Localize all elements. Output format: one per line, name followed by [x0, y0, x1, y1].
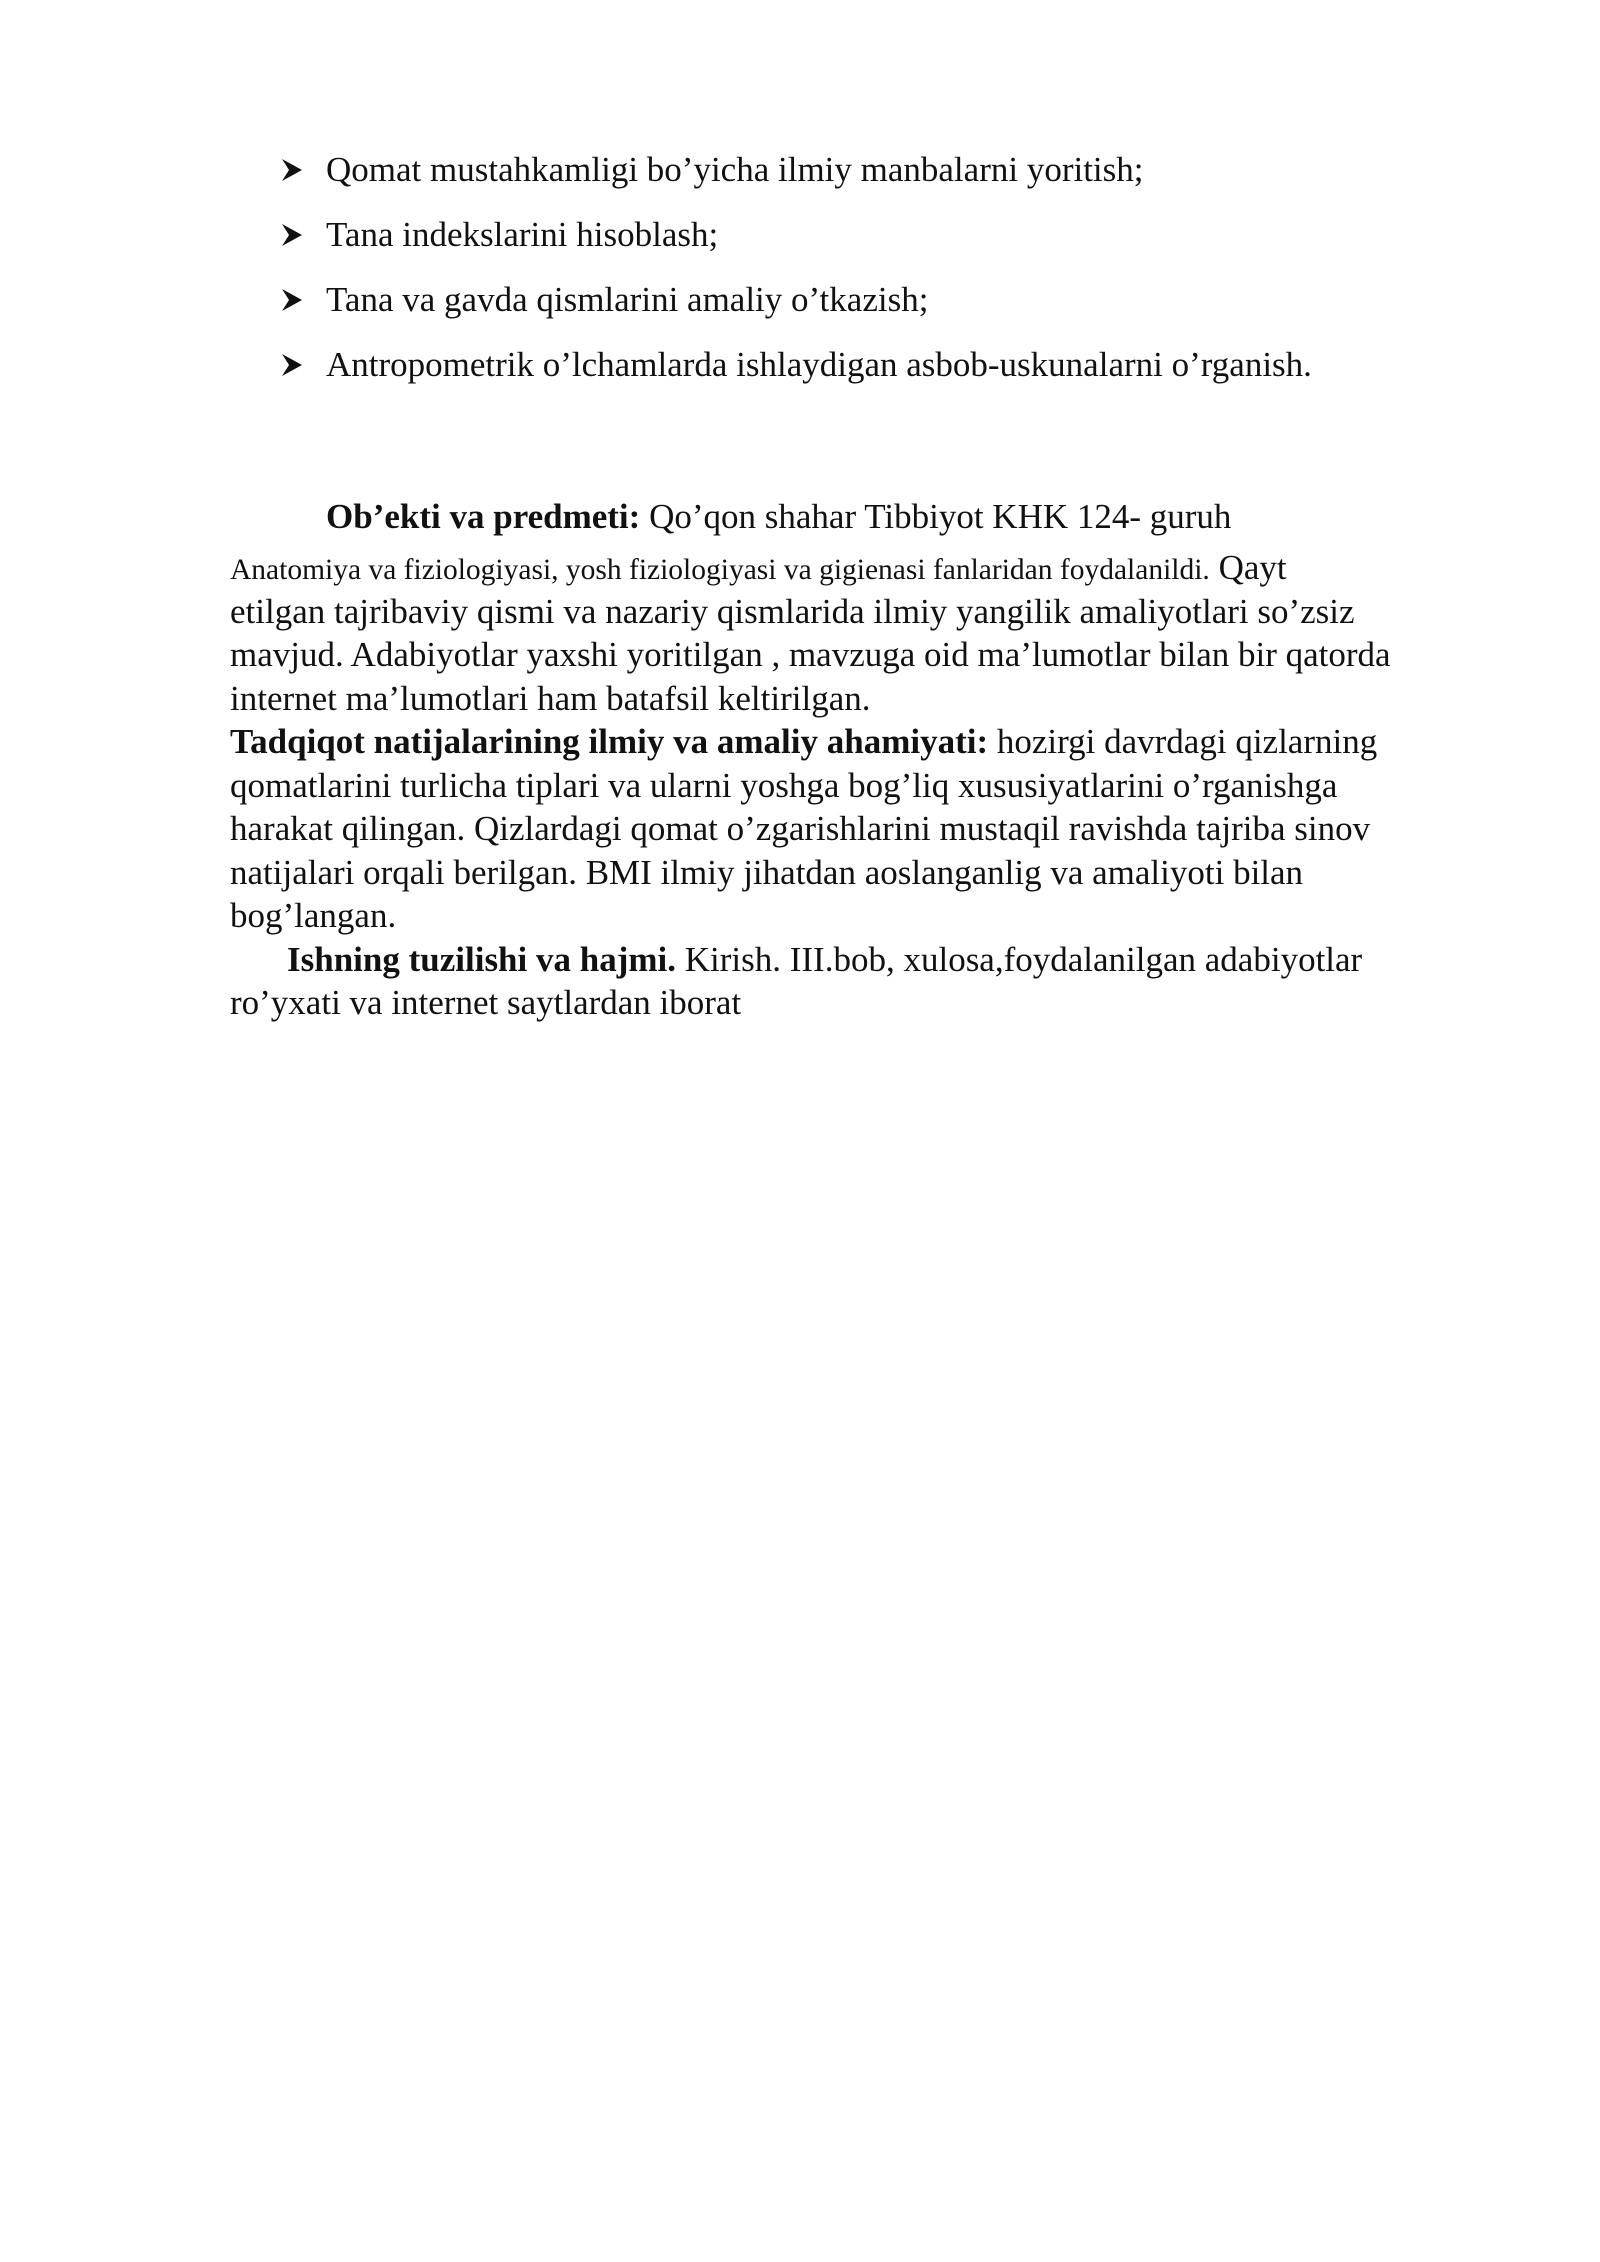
- object-paragraph-line: internet ma’lumotlari ham batafsil keltirilgan.: [230, 678, 871, 718]
- list-item-text: Tana indekslarini hisoblash;: [326, 215, 719, 254]
- object-text: Qo’qon shahar Tibbiyot KHK 124- guruh: [640, 497, 1232, 536]
- object-paragraph-line: mavjud. Adabiyotlar yaxshi yoritilgan , mavzuga oid ma’lumotlar bilan bir qatorda: [230, 635, 1391, 674]
- significance-label: Tadqiqot natijalarining ilmiy va amaliy ahamiyati:: [230, 722, 989, 761]
- significance-paragraph-line: [230, 720, 1520, 764]
- list-item: [280, 150, 1312, 190]
- structure-paragraph-line: ro’yxati va internet saytlardan iborat: [230, 983, 742, 1022]
- significance-paragraph-line: qomatlarini turlicha tiplari va ularni yoshga bog’liq xususiyatlarini o’rganishga: [230, 765, 1338, 805]
- significance-text: hozirgi davrdagi qizlarning: [988, 722, 1378, 761]
- list-item-text: Antropometrik o’lchamlarda ishlaydigan asbob-uskunalarni o’rganish.: [326, 345, 1312, 384]
- significance-paragraph-line: natijalari orqali berilgan. BMI ilmiy jihatdan aoslanganlig va amaliyoti bilan: [230, 852, 1304, 892]
- objectives-list: [280, 150, 1312, 410]
- significance-paragraph-line: harakat qilingan. Qizlardagi qomat o’zgarishlarini mustaqil ravishda tajriba sinov: [230, 809, 1371, 848]
- arrow-bullet-icon: [280, 158, 326, 182]
- object-small-text: Anatomiya va fiziologiyasi, yosh fiziologiyasi va gigienasi fanlaridan foydalanildi.: [230, 554, 1210, 586]
- list-item: [280, 280, 1312, 320]
- structure-text: Kirish. III.bob, xulosa,foydalanilgan adabiyotlar: [676, 939, 1363, 979]
- list-item: [280, 345, 1312, 385]
- list-item-text: Qomat mustahkamligi bo’yicha ilmiy manbalarni yoritish;: [326, 150, 1144, 189]
- arrow-bullet-icon: [280, 288, 326, 312]
- object-paragraph-line: [230, 546, 1520, 590]
- body-text: [230, 488, 1520, 1025]
- significance-paragraph-line: bog’langan.: [230, 896, 397, 935]
- structure-paragraph-line: [230, 938, 1520, 982]
- object-paragraph-line: etilgan tajribaviy qismi va nazariy qismlarida ilmiy yangilik amaliyotlari so’zsiz: [230, 591, 1355, 631]
- list-item-text: Tana va gavda qismlarini amaliy o’tkazish;: [326, 280, 929, 319]
- arrow-bullet-icon: [280, 353, 326, 377]
- object-paragraph-line: [230, 488, 1520, 546]
- object-text: Qayt: [1209, 548, 1287, 587]
- structure-label: Ishning tuzilishi va hajmi.: [287, 939, 676, 979]
- object-label: Ob’ekti va predmeti:: [326, 497, 641, 536]
- arrow-bullet-icon: [280, 223, 326, 247]
- list-item: [280, 215, 1312, 255]
